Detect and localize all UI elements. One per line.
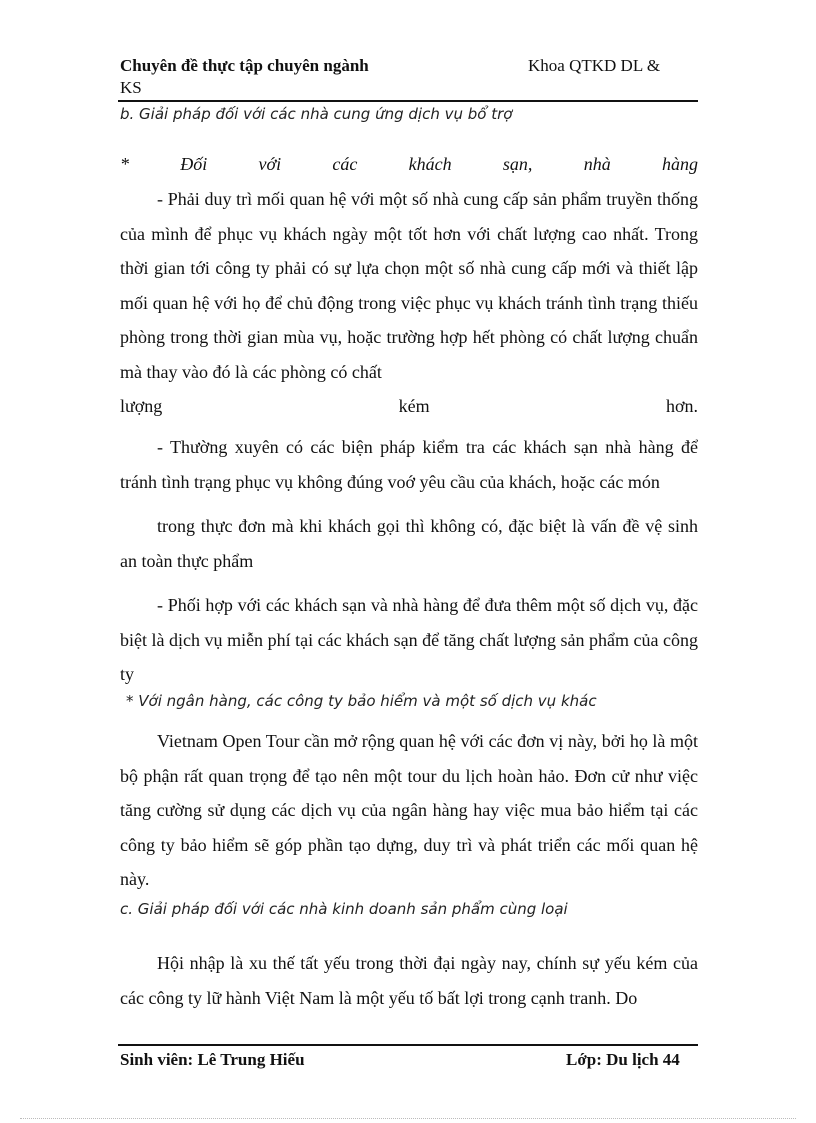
- bullet-hotels-heading: [120, 154, 698, 175]
- bullet-banks-heading: * Với ngân hàng, các công ty bảo hiểm và một số dịch vụ khác: [126, 692, 597, 710]
- bullet-word: các: [332, 154, 358, 174]
- last-line-word: kém: [398, 396, 430, 416]
- bullet-word: với: [258, 154, 282, 174]
- bullet-word: sạn,: [502, 154, 533, 174]
- section-c-heading: c. Giải pháp đối với các nhà kinh doanh sản phẩm cùng loại: [120, 900, 568, 918]
- paragraph-inspection: - Thường xuyên có các biện pháp kiểm tra các khách sạn nhà hàng để tránh tình trạng phục vụ không đúng voớ yêu cầu của khách, hoặc các món: [120, 437, 698, 492]
- header-department-wrap: KS: [120, 78, 142, 97]
- header-rule: [118, 100, 698, 102]
- page-edge-divider: [20, 1118, 796, 1119]
- paragraph-supplier-relations-last-line: [120, 389, 698, 424]
- bullet-word: nhà: [583, 154, 611, 174]
- section-b-heading: b. Giải pháp đối với các nhà cung ứng dịch vụ bổ trợ: [120, 105, 513, 123]
- bullet-word: hàng: [661, 154, 698, 174]
- paragraph-cooperation: - Phối hợp với các khách sạn và nhà hàng để đưa thêm một số dịch vụ, đặc biệt là dịch vụ miễn phí tại các khách sạn để tăng chất lượng sản phẩm của công ty: [120, 595, 698, 684]
- paragraph-menu-hygiene: trong thực đơn mà khi khách gọi thì không có, đặc biệt là vấn đề vệ sinh an toàn thực phẩm: [120, 516, 698, 571]
- paragraph-supplier-relations: - Phải duy trì mối quan hệ với một số nhà cung cấp sản phẩm truyền thống của mình để phục vụ khách ngày một tốt hơn với chất lượng cao nhất. Trong thời gian tới công ty phải có sự lựa chọn một số nhà cung cấp mới và thiết lập mối quan hệ với họ để chủ động trong việc phục vụ khách tránh tình trạng thiếu phòng trong thời gian mùa vụ, hoặc trường hợp hết phòng có chất lượng chuẩn mà thay vào đó là các phòng có chất: [120, 189, 698, 382]
- paragraph-vietnam-open-tour: Vietnam Open Tour cần mở rộng quan hệ với các đơn vị này, bởi họ là một bộ phận rất quan trọng để tạo nên một tour du lịch hoàn hảo. Đơn cử như việc tăng cường sử dụng các dịch vụ của ngân hàng hay việc mua bảo hiểm tại các công ty bảo hiểm sẽ góp phần tạo dựng, duy trì và phát triển các mối quan hệ này.: [120, 731, 698, 889]
- paragraph-integration: Hội nhập là xu thế tất yếu trong thời đại ngày nay, chính sự yếu kém của các công ty lữ hành Việt Nam là một yếu tố bất lợi trong cạnh tranh. Do: [120, 953, 698, 1008]
- last-line-word: lượng: [120, 396, 163, 416]
- header-department: Khoa QTKD DL &: [528, 56, 661, 75]
- footer-rule: [118, 1044, 698, 1046]
- footer-class: Lớp: Du lịch 44: [566, 1050, 680, 1069]
- bullet-word: *: [120, 154, 129, 174]
- bullet-word: khách: [408, 154, 452, 174]
- footer-student: Sinh viên: Lê Trung Hiếu: [120, 1050, 305, 1069]
- last-line-word: hơn.: [665, 396, 698, 416]
- bullet-word: Đối: [180, 154, 208, 174]
- header-title: Chuyên đề thực tập chuyên ngành: [120, 56, 369, 75]
